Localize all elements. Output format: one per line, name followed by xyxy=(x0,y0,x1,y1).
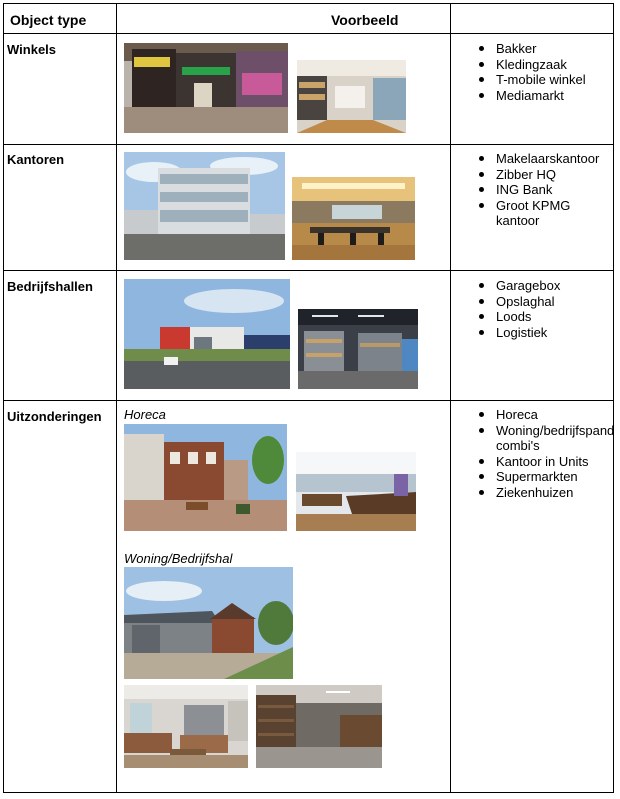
list-item: Makelaarskantoor xyxy=(454,151,612,167)
list-item: Garagebox xyxy=(454,278,612,294)
list-uitzonderingen xyxy=(454,407,615,500)
column-divider xyxy=(450,4,451,792)
living-room-photo xyxy=(124,685,248,768)
list-item: ING Bank xyxy=(454,182,612,198)
shop-street-photo xyxy=(124,43,288,133)
row-divider xyxy=(4,270,613,271)
column-divider xyxy=(116,4,117,792)
list-item: Loods xyxy=(454,309,612,325)
row-divider xyxy=(4,33,613,34)
row-label-winkels: Winkels xyxy=(7,42,57,57)
office-interior-photo xyxy=(292,177,415,260)
list-item: T-mobile winkel xyxy=(454,72,612,88)
horeca-interior-photo xyxy=(296,452,416,531)
row-label-kantoren: Kantoren xyxy=(7,152,65,167)
list-item: Kledingzaak xyxy=(454,57,612,73)
row-divider xyxy=(4,400,613,401)
office-building-photo xyxy=(124,152,285,260)
horeca-terrace-photo xyxy=(124,424,287,531)
row-label-bedrijfshallen: Bedrijfshallen xyxy=(7,279,93,294)
list-winkels xyxy=(454,41,612,103)
shop-interior-photo xyxy=(297,60,406,133)
list-item: Woning/bedrijfspand combi's xyxy=(454,423,612,454)
list-item: Logistiek xyxy=(454,325,612,341)
list-item: Mediamarkt xyxy=(454,88,612,104)
storage-hall-interior-photo xyxy=(256,685,382,768)
warehouse-interior-photo xyxy=(298,309,418,389)
list-bedrijfshallen xyxy=(454,278,612,340)
caption-woning-bedrijfshal: Woning/Bedrijfshal xyxy=(124,551,233,566)
header-voorbeeld: Voorbeeld xyxy=(331,12,399,28)
list-item: Ziekenhuizen xyxy=(454,485,612,501)
list-item: Kantoor in Units xyxy=(454,454,612,470)
list-item: Horeca xyxy=(454,407,612,423)
header-object-type: Object type xyxy=(10,12,87,28)
list-item: Opslaghal xyxy=(454,294,612,310)
list-item: Zibber HQ xyxy=(454,167,612,183)
row-divider xyxy=(4,144,613,145)
industrial-hall-photo xyxy=(124,279,290,389)
list-kantoren xyxy=(454,151,612,229)
list-item: Supermarkten xyxy=(454,469,612,485)
house-hall-exterior-photo xyxy=(124,567,293,679)
list-item: Groot KPMG kantoor xyxy=(454,198,612,229)
list-item: Bakker xyxy=(454,41,612,57)
caption-horeca: Horeca xyxy=(124,407,166,422)
row-label-uitzonderingen: Uitzonderingen xyxy=(7,409,102,424)
